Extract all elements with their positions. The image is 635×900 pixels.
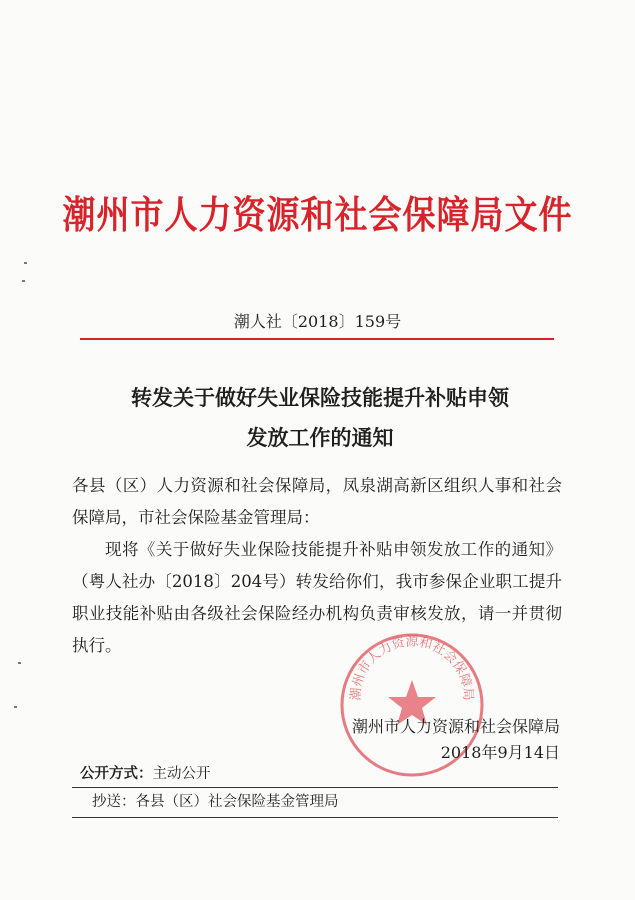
cc-line	[92, 792, 339, 812]
notice-title-line-1: 转发关于做好失业保险技能提升补贴申领	[131, 386, 509, 410]
recipients-line: 各县（区）人力资源和社会保障局，凤泉湖高新区组织人事和社会保障局，市社会保险基金管理局：	[72, 476, 562, 527]
issue-date: 2018年9月14日	[440, 743, 560, 762]
disclosure-value: 主动公开	[152, 766, 211, 782]
scan-speck	[14, 706, 17, 708]
cc-value: 各县（区）社会保险基金管理局	[135, 794, 339, 810]
document-number: 潮人社〔2018〕159号	[233, 312, 402, 331]
footer-divider-top	[72, 787, 558, 788]
scan-speck	[22, 280, 25, 282]
red-header-rule	[80, 338, 554, 340]
notice-title-line-2: 发放工作的通知	[246, 426, 394, 450]
disclosure-label: 公开方式：	[80, 766, 153, 782]
cc-label: 抄送：	[92, 794, 136, 810]
notice-body	[72, 470, 562, 662]
issuer-name: 潮州市人力资源和社会保障局	[351, 717, 560, 736]
seal-text: 潮州市人力资源和社会保障局	[348, 634, 476, 702]
agency-header-title: 潮州市人力资源和社会保障局文件	[62, 192, 573, 238]
body-paragraph: 现将《关于做好失业保险技能提升补贴申领发放工作的通知》（粤人社办〔2018〕204号）转发给你们，我市参保企业职工提升职业技能补贴由各级社会保险经办机构负责审核发放，请一并贯彻执行。	[72, 540, 562, 655]
footer-divider-bottom	[72, 817, 558, 818]
disclosure-line	[80, 764, 211, 784]
scan-speck	[18, 662, 21, 664]
signature-block	[300, 714, 560, 766]
scan-speck	[24, 262, 27, 264]
notice-title	[60, 378, 580, 458]
